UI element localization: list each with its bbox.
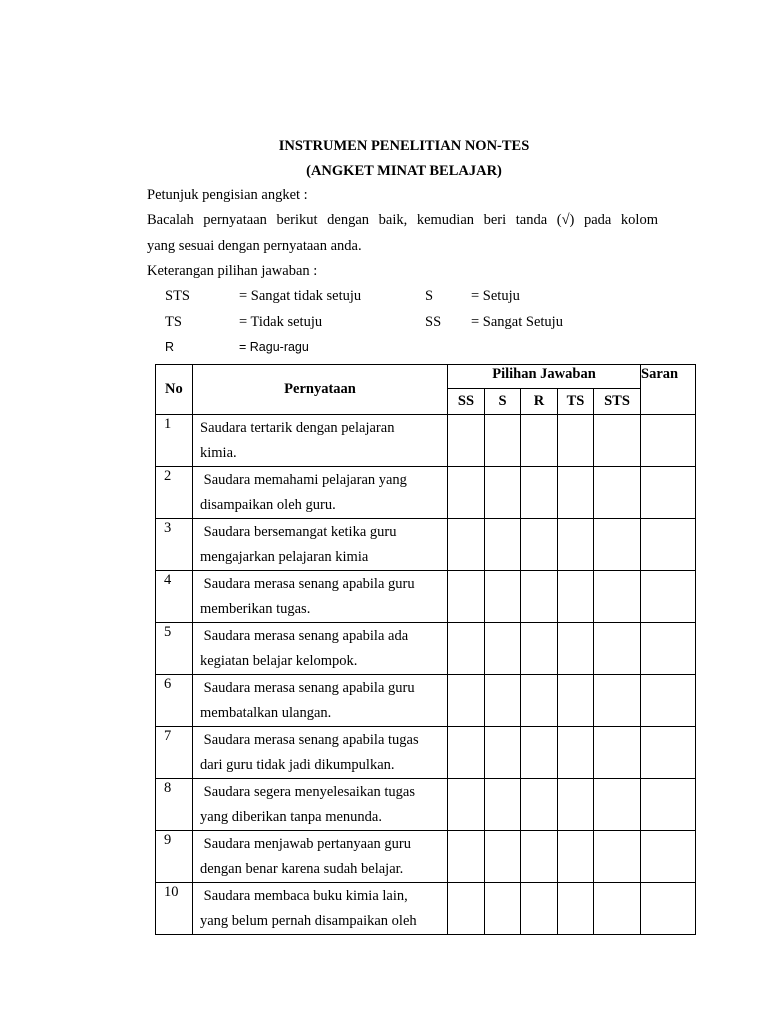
table-row	[156, 623, 696, 675]
row-statement	[193, 883, 448, 935]
legend-code-s: S	[425, 288, 434, 304]
answer-cell-sts[interactable]	[594, 831, 641, 883]
table-row	[156, 675, 696, 727]
suggestion-cell[interactable]	[641, 519, 696, 571]
answer-cell-ss[interactable]	[448, 883, 485, 935]
answer-cell-ss[interactable]	[448, 519, 485, 571]
row-number: 2	[156, 467, 193, 519]
answer-cell-ss[interactable]	[448, 467, 485, 519]
answer-cell-sts[interactable]	[594, 519, 641, 571]
answer-cell-ts[interactable]	[558, 727, 594, 779]
document-subtitle: (ANGKET MINAT BELAJAR)	[306, 163, 502, 179]
row-number: 6	[156, 675, 193, 727]
answer-cell-r[interactable]	[521, 571, 558, 623]
legend-desc-s: = Setuju	[471, 288, 520, 304]
answer-cell-sts[interactable]	[594, 623, 641, 675]
answer-cell-r[interactable]	[521, 675, 558, 727]
statement-line2: kimia.	[200, 445, 237, 461]
answer-cell-r[interactable]	[521, 779, 558, 831]
statement-line1: Saudara membaca buku kimia lain,	[200, 888, 408, 904]
answer-cell-sts[interactable]	[594, 415, 641, 467]
row-number: 7	[156, 727, 193, 779]
answer-cell-sts[interactable]	[594, 883, 641, 935]
answer-cell-r[interactable]	[521, 415, 558, 467]
answer-cell-ts[interactable]	[558, 779, 594, 831]
statement-line2: kegiatan belajar kelompok.	[200, 653, 358, 669]
row-number: 5	[156, 623, 193, 675]
instructions-text-line2: yang sesuai dengan pernyataan anda.	[147, 238, 362, 254]
header-answer-choices: Pilihan Jawaban	[448, 365, 641, 389]
answer-cell-ss[interactable]	[448, 675, 485, 727]
questionnaire-rows	[156, 415, 696, 935]
answer-cell-r[interactable]	[521, 519, 558, 571]
statement-line1: Saudara merasa senang apabila ada	[200, 628, 409, 644]
answer-cell-ts[interactable]	[558, 623, 594, 675]
row-statement	[193, 467, 448, 519]
answer-cell-s[interactable]	[485, 831, 521, 883]
row-number: 1	[156, 415, 193, 467]
answer-cell-ts[interactable]	[558, 519, 594, 571]
header-option-r: R	[521, 389, 558, 415]
row-number: 9	[156, 831, 193, 883]
legend-desc-ss: = Sangat Setuju	[471, 314, 563, 330]
row-statement	[193, 831, 448, 883]
statement-line2: dari guru tidak jadi dikumpulkan.	[200, 757, 395, 773]
table-row	[156, 415, 696, 467]
answer-cell-ss[interactable]	[448, 571, 485, 623]
suggestion-cell[interactable]	[641, 675, 696, 727]
statement-line1: Saudara menjawab pertanyaan guru	[200, 836, 411, 852]
suggestion-cell[interactable]	[641, 883, 696, 935]
legend-label: Keterangan pilihan jawaban :	[147, 263, 318, 279]
statement-line2: membatalkan ulangan.	[200, 705, 332, 721]
header-option-s: S	[485, 389, 521, 415]
instructions-label: Petunjuk pengisian angket :	[147, 187, 308, 203]
answer-cell-sts[interactable]	[594, 727, 641, 779]
row-statement	[193, 519, 448, 571]
suggestion-cell[interactable]	[641, 831, 696, 883]
table-row	[156, 519, 696, 571]
answer-cell-ss[interactable]	[448, 831, 485, 883]
answer-cell-s[interactable]	[485, 415, 521, 467]
statement-line1: Saudara tertarik dengan pelajaran	[200, 420, 395, 436]
suggestion-cell[interactable]	[641, 727, 696, 779]
row-statement	[193, 571, 448, 623]
answer-cell-ss[interactable]	[448, 727, 485, 779]
statement-line1: Saudara merasa senang apabila guru	[200, 576, 415, 592]
answer-cell-ts[interactable]	[558, 883, 594, 935]
answer-cell-s[interactable]	[485, 623, 521, 675]
answer-cell-s[interactable]	[485, 727, 521, 779]
header-option-sts: STS	[594, 389, 641, 415]
answer-cell-s[interactable]	[485, 571, 521, 623]
answer-cell-s[interactable]	[485, 779, 521, 831]
answer-cell-r[interactable]	[521, 883, 558, 935]
legend-code-sts: STS	[165, 288, 190, 304]
answer-cell-ts[interactable]	[558, 675, 594, 727]
row-statement	[193, 415, 448, 467]
legend-desc-r: = Ragu-ragu	[239, 340, 309, 354]
row-statement	[193, 727, 448, 779]
answer-cell-r[interactable]	[521, 467, 558, 519]
legend-desc-ts: = Tidak setuju	[239, 314, 323, 330]
header-option-ss: SS	[448, 389, 485, 415]
answer-cell-ts[interactable]	[558, 571, 594, 623]
answer-cell-ss[interactable]	[448, 415, 485, 467]
suggestion-cell[interactable]	[641, 779, 696, 831]
statement-line2: dengan benar karena sudah belajar.	[200, 861, 404, 877]
answer-cell-ss[interactable]	[448, 779, 485, 831]
table-row	[156, 571, 696, 623]
answer-cell-s[interactable]	[485, 467, 521, 519]
answer-cell-sts[interactable]	[594, 675, 641, 727]
answer-cell-ts[interactable]	[558, 467, 594, 519]
statement-line1: Saudara memahami pelajaran yang	[200, 472, 407, 488]
document-title: INSTRUMEN PENELITIAN NON-TES	[278, 138, 530, 154]
statement-line1: Saudara bersemangat ketika guru	[200, 524, 397, 540]
header-no: No	[156, 365, 193, 415]
header-option-ts: TS	[558, 389, 594, 415]
table-row	[156, 727, 696, 779]
statement-line1: Saudara merasa senang apabila tugas	[200, 732, 419, 748]
table-row	[156, 779, 696, 831]
answer-cell-r[interactable]	[521, 831, 558, 883]
header-statement: Pernyataan	[193, 365, 448, 415]
table-row	[156, 467, 696, 519]
statement-line2: yang diberikan tanpa menunda.	[200, 809, 382, 825]
answer-cell-r[interactable]	[521, 623, 558, 675]
answer-cell-sts[interactable]	[594, 571, 641, 623]
answer-cell-sts[interactable]	[594, 779, 641, 831]
statement-line2: disampaikan oleh guru.	[200, 497, 336, 513]
row-statement	[193, 623, 448, 675]
suggestion-cell[interactable]	[641, 415, 696, 467]
row-number: 8	[156, 779, 193, 831]
table-row	[156, 831, 696, 883]
legend-code-r: R	[165, 340, 175, 354]
legend-code-ss: SS	[425, 314, 442, 330]
answer-cell-ts[interactable]	[558, 415, 594, 467]
header-suggestion: Saran	[641, 365, 696, 415]
statement-line2: memberikan tugas.	[200, 601, 311, 617]
instructions-text-line1: Bacalah pernyataan berikut dengan baik, kemudian beri tanda (√) pada kolom	[147, 212, 658, 228]
answer-cell-s[interactable]	[485, 883, 521, 935]
legend-desc-sts: = Sangat tidak setuju	[239, 288, 362, 304]
suggestion-cell[interactable]	[641, 623, 696, 675]
suggestion-cell[interactable]	[641, 571, 696, 623]
statement-line1: Saudara segera menyelesaikan tugas	[200, 784, 415, 800]
answer-cell-r[interactable]	[521, 727, 558, 779]
answer-cell-ts[interactable]	[558, 831, 594, 883]
row-number: 10	[156, 883, 193, 935]
questionnaire-table	[155, 364, 696, 935]
legend-code-ts: TS	[165, 314, 182, 330]
row-statement	[193, 675, 448, 727]
table-row	[156, 883, 696, 935]
answer-cell-ss[interactable]	[448, 623, 485, 675]
statement-line2: mengajarkan pelajaran kimia	[200, 549, 369, 565]
row-number: 4	[156, 571, 193, 623]
row-statement	[193, 779, 448, 831]
answer-cell-s[interactable]	[485, 519, 521, 571]
statement-line2: yang belum pernah disampaikan oleh	[200, 913, 417, 929]
statement-line1: Saudara merasa senang apabila guru	[200, 680, 415, 696]
suggestion-cell[interactable]	[641, 467, 696, 519]
answer-cell-sts[interactable]	[594, 467, 641, 519]
row-number: 3	[156, 519, 193, 571]
answer-cell-s[interactable]	[485, 675, 521, 727]
